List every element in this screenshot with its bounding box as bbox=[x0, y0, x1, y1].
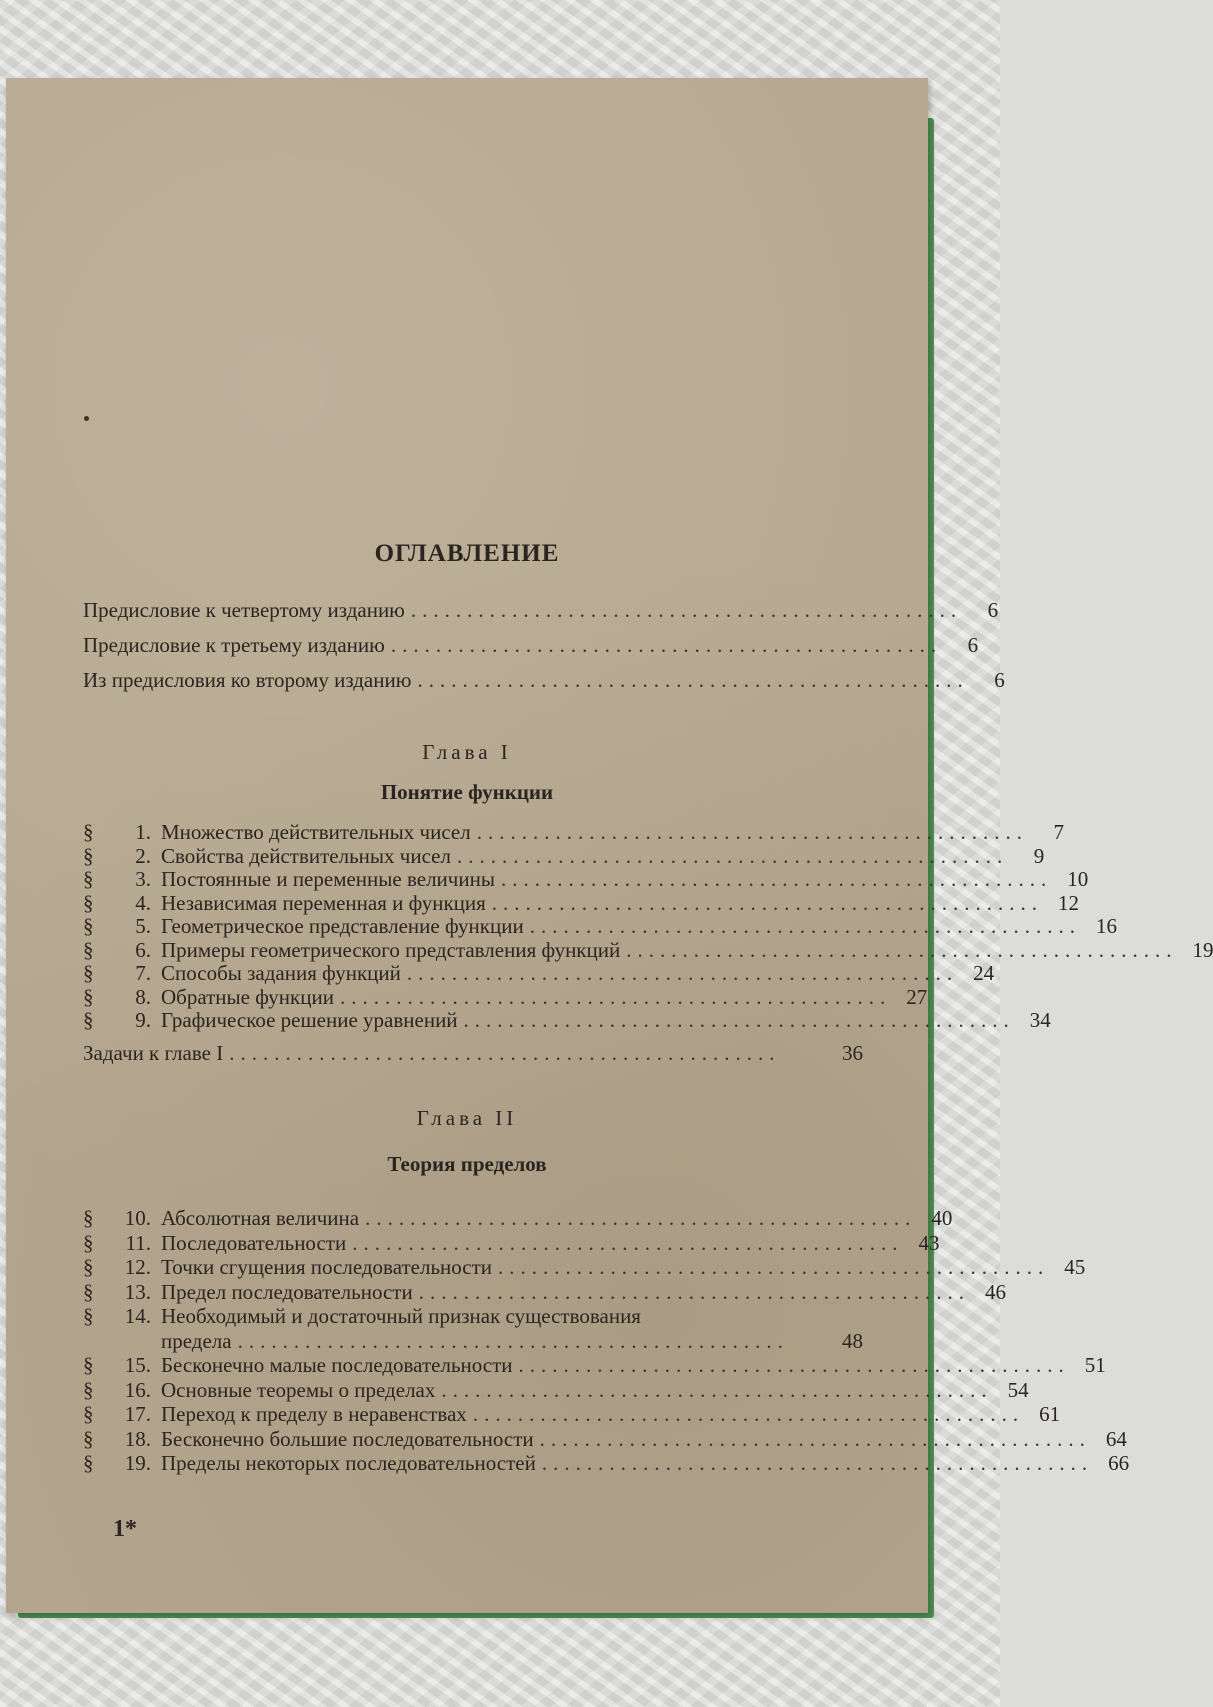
toc-entry-title: Примеры геометрического представления функций bbox=[161, 937, 621, 962]
leader-dots: ................................................. bbox=[418, 1279, 970, 1304]
leader-dots: ................................................. bbox=[456, 843, 1009, 868]
section-number: 19. bbox=[124, 1451, 151, 1475]
toc-section-row bbox=[83, 984, 928, 1010]
section-number: 9. bbox=[135, 1008, 151, 1032]
section-number: 13. bbox=[124, 1279, 151, 1304]
leader-dots: ................................................. bbox=[529, 914, 1081, 938]
section-number: 5. bbox=[135, 914, 151, 938]
toc-entry-title: Точки сгущения последовательности bbox=[161, 1255, 493, 1279]
leader-dots: ................................................. bbox=[390, 633, 943, 657]
toc-entry-page: 6 bbox=[967, 633, 979, 657]
leader-dots: ................................................. bbox=[406, 961, 959, 985]
toc-preface-row bbox=[83, 668, 1005, 693]
toc-section-row bbox=[83, 1426, 1127, 1452]
toc-entry-title: Из предисловия ко второму изданию bbox=[83, 668, 412, 692]
toc-entry-title: Свойства действительных чисел bbox=[161, 843, 451, 868]
toc-entry-title: Основные теоремы о пределах bbox=[161, 1377, 436, 1402]
toc-entry-title: Графическое решение уравнений bbox=[161, 1008, 458, 1032]
leader-dots: ................................................. bbox=[539, 1426, 1091, 1451]
toc-heading: ОГЛАВЛЕНИЕ bbox=[374, 540, 560, 567]
toc-entry-page: 7 bbox=[1053, 820, 1064, 844]
toc-entry-page: 24 bbox=[973, 961, 995, 985]
toc-section-row bbox=[83, 1206, 953, 1231]
leader-dots: ................................................. bbox=[500, 867, 1053, 891]
section-number: 14. bbox=[124, 1304, 151, 1328]
section-number: 8. bbox=[135, 984, 151, 1009]
toc-entry-title: Способы задания функций bbox=[161, 961, 401, 985]
toc-entry-page: 9 bbox=[1033, 843, 1045, 868]
toc-entry-title: Переход к пределу в неравенствах bbox=[161, 1402, 467, 1426]
chapter-title: Теория пределов bbox=[387, 1152, 547, 1176]
leader-dots: ................................................. bbox=[476, 820, 1028, 844]
section-number: 1. bbox=[135, 820, 151, 844]
leader-dots: ................................................. bbox=[417, 668, 969, 692]
toc-entry-title: Предисловие к третьему изданию bbox=[83, 633, 385, 657]
section-sign: § bbox=[83, 820, 94, 844]
toc-entry-title: Задачи к главе I bbox=[83, 1041, 224, 1065]
toc-entry-page: 34 bbox=[1029, 1008, 1051, 1032]
section-sign: § bbox=[83, 1402, 94, 1426]
toc-section-row bbox=[83, 1353, 1106, 1378]
section-sign: § bbox=[83, 937, 94, 962]
toc-entry-title: Необходимый и достаточный признак существования bbox=[161, 1304, 641, 1328]
toc-section-row bbox=[83, 961, 995, 986]
toc-section-row bbox=[83, 1377, 1029, 1403]
leader-dots: ................................................. bbox=[491, 890, 1044, 915]
leader-dots: ................................................. bbox=[410, 598, 963, 622]
toc-entry-page: 12 bbox=[1058, 890, 1080, 915]
section-sign: § bbox=[83, 1008, 94, 1032]
leader-dots: ................................................. bbox=[365, 1206, 917, 1230]
leader-dots: ................................................. bbox=[463, 1008, 1015, 1032]
toc-section-row bbox=[83, 820, 1064, 845]
section-number: 10. bbox=[124, 1206, 151, 1230]
toc-entry-title: Обратные функции bbox=[161, 984, 334, 1009]
section-number: 11. bbox=[125, 1230, 151, 1255]
toc-entry-page: 19 bbox=[1192, 937, 1213, 962]
section-number: 4. bbox=[135, 890, 151, 915]
toc-section-row bbox=[83, 890, 1080, 916]
toc-section-row bbox=[83, 1451, 1130, 1476]
toc-entry-page: 27 bbox=[906, 984, 928, 1009]
toc-entry-page: 66 bbox=[1108, 1451, 1130, 1475]
toc-section-row bbox=[83, 1329, 863, 1354]
toc-entry-page: 46 bbox=[984, 1279, 1006, 1304]
toc-entry-page: 64 bbox=[1105, 1426, 1127, 1451]
toc-entry-page: 6 bbox=[987, 598, 999, 622]
toc-entry-title: Предисловие к четвертому изданию bbox=[83, 598, 405, 622]
section-number: 18. bbox=[124, 1426, 151, 1451]
section-sign: § bbox=[83, 1230, 94, 1255]
section-sign: § bbox=[83, 1304, 94, 1328]
toc-entry-page: 6 bbox=[994, 668, 1005, 692]
toc-entry-title: Пределы некоторых последовательностей bbox=[161, 1451, 536, 1475]
toc-entry-title: Постоянные и переменные величины bbox=[161, 867, 495, 891]
toc-entry-title: Множество действительных чисел bbox=[161, 820, 471, 844]
section-sign: § bbox=[83, 1279, 94, 1304]
toc-entry-title: Бесконечно малые последовательности bbox=[161, 1353, 513, 1377]
section-number: 12. bbox=[124, 1255, 151, 1279]
leader-dots: ................................................. bbox=[498, 1255, 1050, 1279]
section-sign: § bbox=[83, 1426, 94, 1451]
toc-entry-page: 40 bbox=[931, 1206, 953, 1230]
toc-preface-row bbox=[83, 633, 979, 658]
section-sign: § bbox=[83, 914, 94, 938]
section-sign: § bbox=[83, 867, 94, 891]
toc-entry-page: 16 bbox=[1095, 914, 1117, 938]
section-number: 3. bbox=[135, 867, 151, 891]
toc-section-row bbox=[83, 914, 1117, 939]
toc-entry-title: Геометрическое представление функции bbox=[161, 914, 524, 938]
section-number: 2. bbox=[135, 843, 151, 868]
toc-section-row bbox=[83, 1402, 1061, 1427]
section-sign: § bbox=[83, 1451, 94, 1475]
signature-mark: 1* bbox=[113, 1516, 137, 1542]
toc-entry-title: Абсолютная величина bbox=[161, 1206, 360, 1230]
chapter-number: Глава I bbox=[422, 740, 512, 764]
chapter-number: Глава II bbox=[416, 1106, 518, 1130]
section-sign: § bbox=[83, 1255, 94, 1279]
section-number: 16. bbox=[124, 1377, 151, 1402]
section-sign: § bbox=[83, 1206, 94, 1230]
toc-section-row bbox=[83, 843, 1045, 869]
toc-problems-row bbox=[83, 1041, 863, 1066]
toc-section-row bbox=[83, 937, 1213, 963]
ink-spot bbox=[84, 416, 89, 421]
leader-dots: ................................................. bbox=[626, 937, 1178, 962]
leader-dots: ................................................. bbox=[229, 1041, 781, 1065]
toc-section-row bbox=[83, 1008, 1051, 1033]
section-number: 15. bbox=[124, 1353, 151, 1377]
section-number: 7. bbox=[135, 961, 151, 985]
toc-entry-page: 36 bbox=[842, 1041, 863, 1065]
toc-entry-page: 45 bbox=[1064, 1255, 1086, 1279]
toc-entry-page: 43 bbox=[918, 1230, 940, 1255]
book-page bbox=[6, 78, 1213, 1613]
toc-entry-page: 61 bbox=[1039, 1402, 1061, 1426]
leader-dots: ................................................. bbox=[441, 1377, 993, 1402]
toc-entry-page: 48 bbox=[842, 1328, 863, 1353]
toc-section-row bbox=[83, 1230, 940, 1256]
toc-entry-title: Бесконечно большие последовательности bbox=[161, 1426, 534, 1451]
toc-entry-page: 10 bbox=[1067, 867, 1089, 891]
section-sign: § bbox=[83, 1377, 94, 1402]
toc-section-row bbox=[83, 1304, 863, 1329]
toc-entry-page: 54 bbox=[1007, 1377, 1029, 1402]
toc-section-row bbox=[83, 867, 1089, 892]
leader-dots: ................................................. bbox=[352, 1230, 904, 1255]
toc-section-row bbox=[83, 1279, 1006, 1305]
toc-entry-page: 51 bbox=[1084, 1353, 1106, 1377]
chapter-title: Понятие функции bbox=[380, 780, 554, 804]
section-number: 6. bbox=[135, 937, 151, 962]
leader-dots: ................................................. bbox=[237, 1328, 789, 1353]
toc-preface-row bbox=[83, 598, 999, 623]
leader-dots: ................................................. bbox=[541, 1451, 1094, 1475]
toc-entry-title: предела bbox=[161, 1328, 232, 1353]
leader-dots: ................................................. bbox=[472, 1402, 1025, 1426]
leader-dots: ................................................. bbox=[518, 1353, 1070, 1377]
toc-section-row bbox=[83, 1255, 1086, 1280]
section-sign: § bbox=[83, 984, 94, 1009]
toc-entry-title: Независимая переменная и функция bbox=[161, 890, 486, 915]
toc-entry-title: Предел последовательности bbox=[161, 1279, 413, 1304]
section-sign: § bbox=[83, 1353, 94, 1377]
section-sign: § bbox=[83, 890, 94, 915]
section-number: 17. bbox=[124, 1402, 151, 1426]
leader-dots: ................................................. bbox=[339, 984, 892, 1009]
toc-entry-title: Последовательности bbox=[161, 1230, 347, 1255]
section-sign: § bbox=[83, 961, 94, 985]
section-sign: § bbox=[83, 843, 94, 868]
